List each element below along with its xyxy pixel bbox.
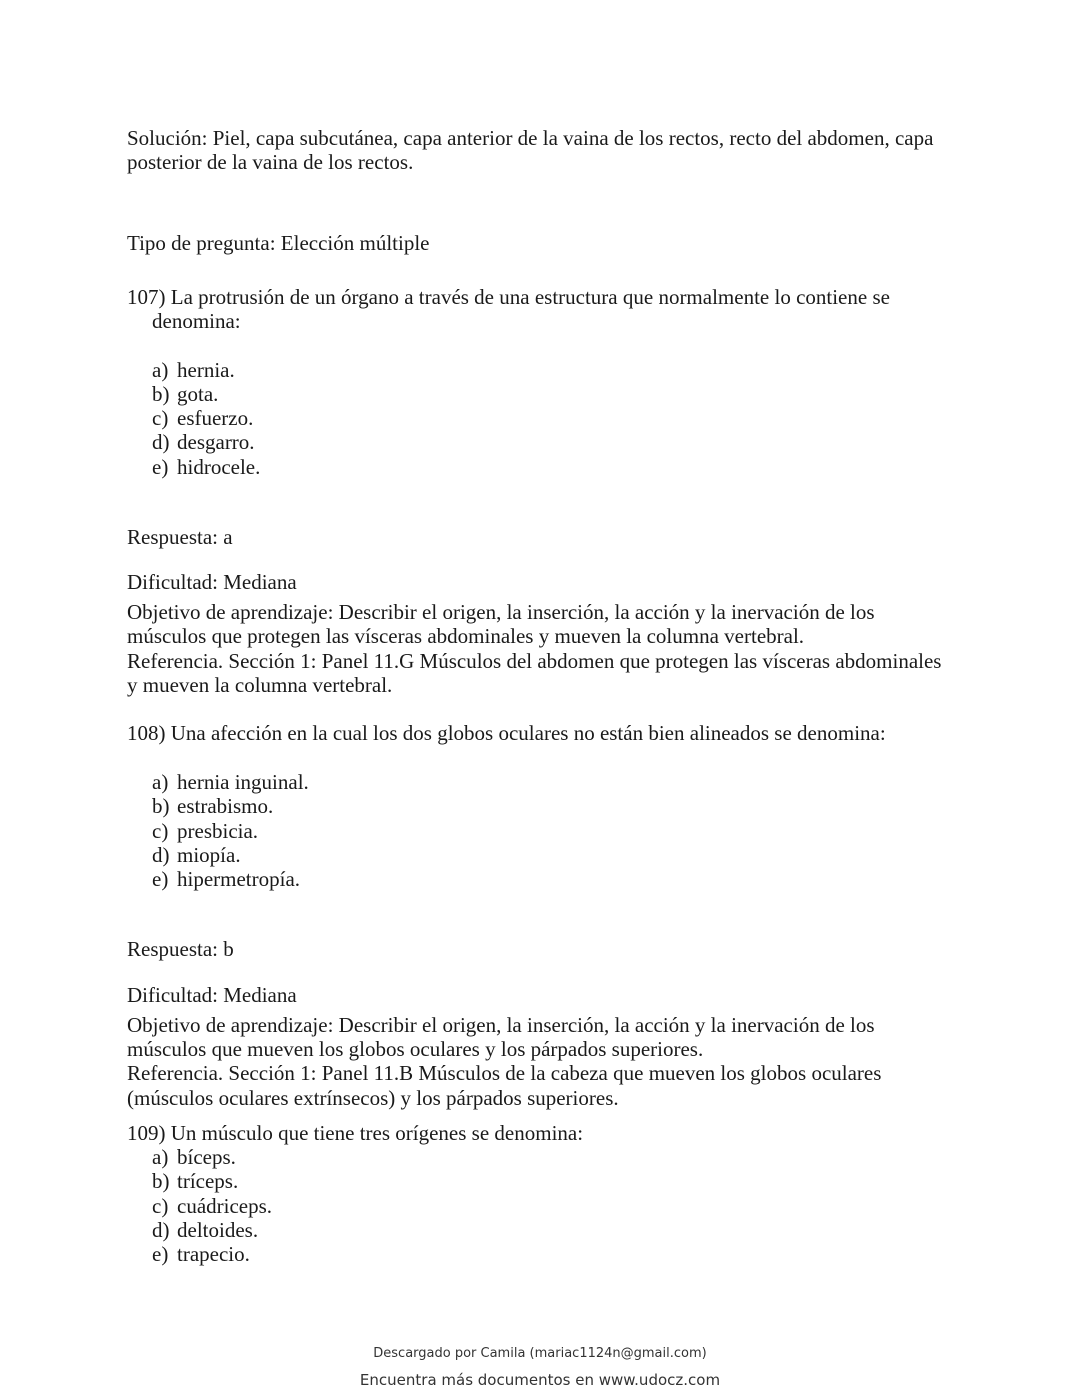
option-text: hidrocele. xyxy=(177,455,261,479)
option-text: deltoides. xyxy=(177,1218,259,1242)
option-c xyxy=(152,1194,273,1218)
option-letter: a) xyxy=(152,1145,169,1169)
option-letter: c) xyxy=(152,1194,169,1218)
objective: Objetivo de aprendizaje: Describir el origen, la inserción, la acción y la inervación de los xyxy=(127,600,875,624)
option-c xyxy=(152,406,254,430)
option-text: hernia inguinal. xyxy=(177,770,309,794)
option-text: bíceps. xyxy=(177,1145,236,1169)
reference: Referencia. Sección 1: Panel 11.G Músculos del abdomen que protegen las vísceras abdominales xyxy=(127,649,942,673)
footer-more-docs-link[interactable]: Encuentra más documentos en www.udocz.com xyxy=(359,1371,721,1389)
option-text: cuádriceps. xyxy=(177,1194,273,1218)
question-type: Tipo de pregunta: Elección múltiple xyxy=(127,231,430,255)
option-a xyxy=(152,358,235,382)
option-letter: a) xyxy=(152,770,169,794)
reference: (músculos oculares extrínsecos) y los párpados superiores. xyxy=(127,1086,619,1110)
option-d xyxy=(152,843,241,867)
option-text: gota. xyxy=(177,382,219,406)
question-107: 107) La protrusión de un órgano a través de una estructura que normalmente lo contiene se xyxy=(127,285,890,309)
option-letter: d) xyxy=(152,1218,170,1242)
solution-text: Solución: Piel, capa subcutánea, capa anterior de la vaina de los rectos, recto del abdomen, capa xyxy=(127,126,934,150)
option-letter: d) xyxy=(152,430,170,454)
question-107: denomina: xyxy=(152,309,241,333)
footer-downloaded-by: Descargado por Camila (mariac1124n@gmail.com) xyxy=(373,1346,707,1361)
option-b xyxy=(152,382,219,406)
objective: Objetivo de aprendizaje: Describir el origen, la inserción, la acción y la inervación de los xyxy=(127,1013,875,1037)
option-letter: e) xyxy=(152,867,169,891)
solution-text: posterior de la vaina de los rectos. xyxy=(127,150,414,174)
option-letter: b) xyxy=(152,794,170,818)
difficulty: Dificultad: Mediana xyxy=(127,570,297,594)
objective: músculos que protegen las vísceras abdominales y mueven la columna vertebral. xyxy=(127,624,805,648)
option-text: esfuerzo. xyxy=(177,406,254,430)
option-text: hernia. xyxy=(177,358,235,382)
option-text: trapecio. xyxy=(177,1242,250,1266)
option-letter: d) xyxy=(152,843,170,867)
option-a xyxy=(152,1145,236,1169)
option-a xyxy=(152,770,309,794)
option-text: desgarro. xyxy=(177,430,255,454)
option-d xyxy=(152,430,255,454)
option-text: tríceps. xyxy=(177,1169,239,1193)
question-109: 109) Un músculo que tiene tres orígenes se denomina: xyxy=(127,1121,584,1145)
option-letter: e) xyxy=(152,455,169,479)
option-text: miopía. xyxy=(177,843,241,867)
option-text: presbicia. xyxy=(177,819,259,843)
option-text: estrabismo. xyxy=(177,794,274,818)
answer: Respuesta: a xyxy=(127,525,233,549)
option-letter: c) xyxy=(152,819,169,843)
option-letter: a) xyxy=(152,358,169,382)
option-b xyxy=(152,794,274,818)
option-e xyxy=(152,1242,250,1266)
option-letter: c) xyxy=(152,406,169,430)
reference: y mueven la columna vertebral. xyxy=(127,673,393,697)
reference: Referencia. Sección 1: Panel 11.B Músculos de la cabeza que mueven los globos oculares xyxy=(127,1061,882,1085)
option-e xyxy=(152,455,261,479)
option-text: hipermetropía. xyxy=(177,867,301,891)
option-b xyxy=(152,1169,239,1193)
option-e xyxy=(152,867,301,891)
option-letter: b) xyxy=(152,1169,170,1193)
answer: Respuesta: b xyxy=(127,937,234,961)
option-letter: e) xyxy=(152,1242,169,1266)
option-c xyxy=(152,819,259,843)
option-letter: b) xyxy=(152,382,170,406)
question-108: 108) Una afección en la cual los dos globos oculares no están bien alineados se denomina: xyxy=(127,721,886,745)
option-d xyxy=(152,1218,259,1242)
difficulty: Dificultad: Mediana xyxy=(127,983,297,1007)
objective: músculos que mueven los globos oculares y los párpados superiores. xyxy=(127,1037,704,1061)
